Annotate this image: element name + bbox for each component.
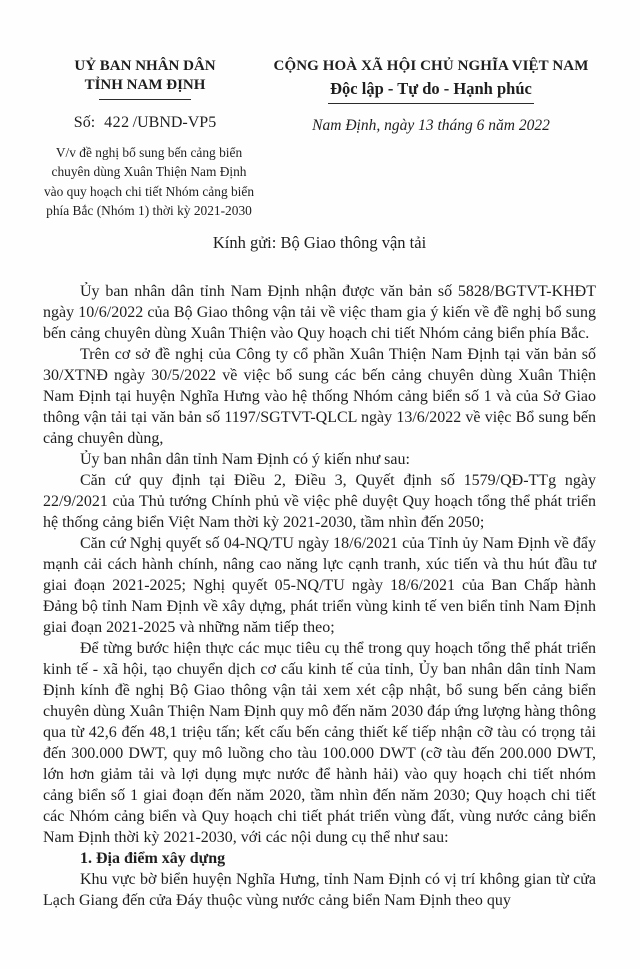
document-body — [43, 281, 596, 911]
issuer-name-line1: UỶ BAN NHÂN DÂN — [74, 58, 216, 74]
issuer-name-line2: TỈNH NAM ĐỊNH — [84, 77, 206, 93]
body-paragraph-6: Để từng bước hiện thực các mục tiêu cụ thể trong quy hoạch tổng thể phát triển kinh tế - xã hội, tạo chuyển dịch cơ cấu kinh tế của tỉnh, Ủy ban nhân dân tỉnh Nam Định kính đề nghị Bộ Giao thông vận tải xem xét cập nhật, bổ sung bến cảng biển chuyên dùng Xuân Thiện Nam Định quy mô đến năm 2030 đáp ứng lượng hàng thông qua từ 42,6 đến 48,1 triệu tấn; kết cấu bến cảng thiết kế tiếp nhận cỡ tàu có trọng tải đến 300.000 DWT, quy mô luồng cho tàu 100.000 DWT (cỡ tàu đến 200.000 DWT, lớn hơn giảm tải và lợi dụng mực nước để hành hải) vào quy hoạch chi tiết nhóm cảng biển số 1 giai đoạn đến năm 2020, tầm nhìn đến năm 2030; Quy hoạch chi tiết các Nhóm cảng biển và Quy hoạch chi tiết phát triển vùng đất, vùng nước cảng biển Nam Định thời kỳ 2021-2030, với các nội dung cụ thể như sau: — [43, 639, 596, 846]
body-paragraph-5: Căn cứ Nghị quyết số 04-NQ/TU ngày 18/6/2021 của Tỉnh ủy Nam Định về đẩy mạnh cải cách hành chính, nâng cao năng lực cạnh tranh, xúc tiến và thu hút đầu tư giai đoạn 2021-2025; Nghị quyết 05-NQ/TU ngày 18/6/2021 của Ban Chấp hành Đảng bộ tỉnh Nam Định về xây dựng, phát triển vùng kinh tế ven biển tỉnh Nam Định giai đoạn 2021-2025 và những năm tiếp theo; — [43, 534, 596, 636]
body-paragraph-3: Ủy ban nhân dân tỉnh Nam Định có ý kiến như sau: — [80, 450, 410, 468]
body-paragraph-1: Ủy ban nhân dân tỉnh Nam Định nhận được văn bản số 5828/BGTVT-KHĐT ngày 10/6/2022 của Bộ Giao thông vận tải về việc tham gia ý kiến về đề nghị bổ sung bến cảng chuyên dùng Xuân Thiện vào Quy hoạch chi tiết Nhóm cảng biển phía Bắc. — [43, 282, 596, 342]
body-paragraph-4: Căn cứ quy định tại Điều 2, Điều 3, Quyết định số 1579/QĐ-TTg ngày 22/9/2021 của Thủ tướng Chính phủ về việc phê duyệt Quy hoạch tổng thể phát triển hệ thống cảng biển Việt Nam thời kỳ 2021-2030, tầm nhìn đến 2050; — [43, 471, 596, 531]
document-number-suffix: /UBND-VP5 — [132, 114, 217, 131]
national-name: CỘNG HOÀ XÃ HỘI CHỦ NGHĨA VIỆT NAM — [273, 58, 589, 74]
section-1-heading: 1. Địa điểm xây dựng — [80, 849, 226, 867]
section-1-paragraph: Khu vực bờ biển huyện Nghĩa Hưng, tỉnh Nam Định có vị trí không gian từ cửa Lạch Giang đến cửa Đáy thuộc vùng nước cảng biển Nam Định theo quy — [43, 870, 596, 909]
issuer-underline — [99, 99, 191, 100]
recipient-line: Kính gửi: Bộ Giao thông vận tải — [212, 232, 427, 252]
national-header-block — [266, 57, 596, 136]
motto-underline — [328, 103, 534, 104]
document-subject: V/v đề nghị bổ sung bến cảng biển chuyên dùng Xuân Thiện Nam Định vào quy hoạch chi tiết Nhóm cảng biển phía Bắc (Nhóm 1) thời kỳ 2021-2030 — [43, 145, 255, 219]
document-number-value: 422 — [104, 114, 130, 131]
place-date-line: Nam Định, ngày 13 tháng 6 năm 2022 — [312, 117, 550, 134]
body-paragraph-2: Trên cơ sở đề nghị của Công ty cổ phần Xuân Thiện Nam Định tại văn bản số 30/XTNĐ ngày 30/5/2022 về việc bổ sung các bến cảng chuyên dùng Xuân Thiện Nam Định tại huyện Nghĩa Hưng vào hệ thống Nhóm cảng biển số 1 và của Sở Giao thông vận tải tại văn bản số 1197/SGTVT-QLCL ngày 13/6/2022 về việc Bổ sung bến cảng chuyên dùng, — [43, 345, 596, 447]
issuer-block — [43, 57, 255, 221]
national-motto: Độc lập - Tự do - Hạnh phúc — [330, 79, 532, 98]
document-header — [43, 57, 596, 221]
document-number-label: Số: — [73, 114, 96, 131]
document-number — [43, 112, 247, 133]
